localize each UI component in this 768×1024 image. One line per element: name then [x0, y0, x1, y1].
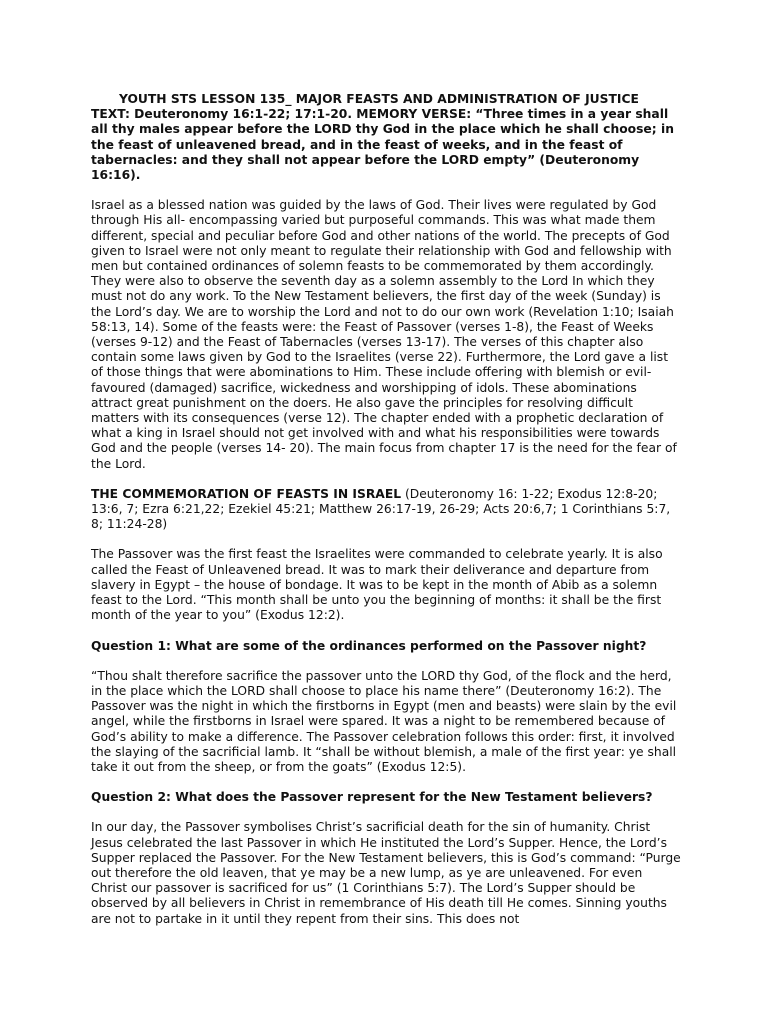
answer-1: “Thou shalt therefore sacrifice the passover unto the LORD thy God, of the flock and the herd, in the place which the LORD shall choose to place his name there” (Deuteronomy 16:2). The Passover was the night in which the firstborns in Egypt (men and beasts) were slain by the evil angel, while the firstborns in Israel were spared. It was a night to be remembered because of God’s ability to make a difference. The Passover celebration follows this order: first, it involved the slaying of the sacrificial lamb. It “shall be without blemish, a male of the first year: ye shall take it out from the sheep, or from the goats” (Exodus 12:5). [91, 668, 677, 774]
answer-2: In our day, the Passover symbolises Christ’s sacrificial death for the sin of humanity. Christ Jesus celebrated the last Passover in which He instituted the Lord’s Supper. Hence, the Lord’s Supper replaced the Passover. For the New Testament believers, this is God’s command: “Purge out therefore the old leaven, that ye may be a new lump, as ye are unleavened. For even Christ our passover is sacrificed for us” (1 Corinthians 5:7). The Lord’s Supper should be observed by all believers in Christ in remembrance of His death till He comes. Sinning youths are not to partake in it until they repent from their sins. This does not [91, 820, 681, 926]
document-body [91, 92, 681, 942]
question-1: Question 1: What are some of the ordinances performed on the Passover night? [91, 638, 647, 653]
section-paragraph [91, 487, 681, 533]
lesson-heading: YOUTH STS LESSON 135_ MAJOR FEASTS AND ADMINISTRATION OF JUSTICE TEXT: Deuteronomy 16:1-22; 17:1-20. MEMORY VERSE: “Three times in a year shall all thy males appear before the LORD thy God in the place which he shall choose; in the feast of unleavened bread, and in the feast of weeks, and in the feast of tabernacles: and they shall not appear before the LORD empty” (Deuteronomy 16:16). [91, 92, 674, 183]
section-references: (Deuteronomy 16: 1-22; Exodus 12:8-20; 13:6, 7; Ezra 6:21,22; Ezekiel 45:21; Matthew 26:17-19, 26-29; Acts 20:6,7; 1 Corinthians 5:7, 8; 11:24-28) [91, 486, 671, 532]
intro-paragraph: Israel as a blessed nation was guided by the laws of God. Their lives were regulated by God through His all- encompassing varied but purposeful commands. This was what made them different, special and peculiar before God and other nations of the world. The precepts of God given to Israel were not only meant to regulate their relationship with God and fellowship with men but contained ordinances of solemn feasts to be commemorated by them accordingly. They were also to observe the seventh day as a solemn assembly to the Lord In which they must not do any work. To the New Testament believers, the first day of the week (Sunday) is the Lord’s day. We are to worship the Lord and not to do our own work (Revelation 1:10; Isaiah 58:13, 14). Some of the feasts were: the Feast of Passover (verses 1-8), the Feast of Weeks (verses 9-12) and the Feast of Tabernacles (verses 13-17). The verses of this chapter also contain some laws given by God to the Israelites (verse 22). Furthermore, the Lord gave a list of those things that were abominations to Him. These include offering with blemish or evil-favoured (damaged) sacrifice, wickedness and worshipping of idols. These abominations attract great punishment on the doers. He also gave the principles for resolving difficult matters with its consequences (verse 12). The chapter ended with a prophetic declaration of what a king in Israel should not get involved with and what his responsibilities were towards God and the people (verses 14- 20). The main focus from chapter 17 is the need for the fear of the Lord. [91, 198, 677, 471]
section-title: THE COMMEMORATION OF FEASTS IN ISRAEL [91, 486, 402, 501]
passover-paragraph: The Passover was the first feast the Israelites were commanded to celebrate yearly. It is also called the Feast of Unleavened bread. It was to mark their deliverance and departure from slavery in Egypt – the house of bondage. It was to be kept in the month of Abib as a solemn feast to the Lord. “This month shall be unto you the beginning of months: it shall be the first month of the year to you” (Exodus 12:2). [91, 547, 663, 623]
question-2: Question 2: What does the Passover represent for the New Testament believers? [91, 790, 653, 805]
